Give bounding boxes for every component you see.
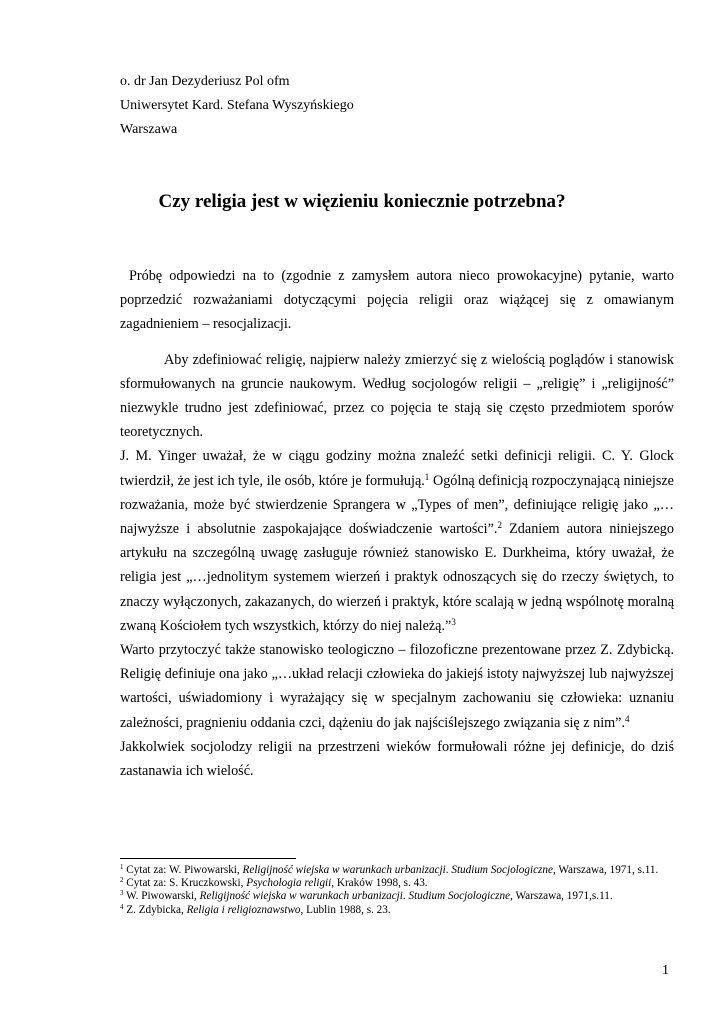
footnote-text: W. Piwowarski, (123, 890, 200, 903)
page-number: 1 (662, 963, 669, 978)
footnote-ref[interactable]: 4 (625, 713, 630, 724)
footnote-text: . (445, 864, 452, 876)
footnote (120, 864, 674, 877)
footnote-series: Studium Socjologiczne (408, 890, 511, 903)
text-segment: Zdaniem autora niniejszego artykułu na szczególną uwagę zasługuje również stanowisko E. Durkheima, który uważał, że religia jest „…jednolitym systemem wierzeń i praktyk odnoszących się do rzeczy świętych, to znaczy wyłączonych, zakazanych, do wierzeń i praktyk, które scalają w jedną wspólnotę moralną zwaną Kościołem tych wszystkich, którzy do niej należą.” (120, 521, 674, 634)
paragraph-theological (120, 638, 674, 735)
paragraph-definitions-list (120, 444, 674, 638)
footnote-text: , Kraków 1998, s. 43. (331, 877, 428, 890)
text-segment: J. M. Yinger uważał, że w ciągu godziny można znaleźć setki definicji religii. C. Y. Glock twierdził, że jest ich tyle, ile osób, które je formułują. (120, 448, 674, 489)
article-title: Czy religia jest w więzieniu koniecznie potrzebna? (158, 191, 566, 212)
footnote-divider (120, 858, 296, 859)
footnote-ref[interactable]: 1 (424, 471, 430, 482)
text-segment: Warto przytoczyć także stanowisko teologiczno – filozoficzne prezentowane przez Z. Zdybicką. Religię definiuje ona jako „…układ relacji człowieka do jakiejś istoty najwyższej lub najwyższej wartości, uświadomiony i wyrażający się w specjalnym zachowaniu się człowieka: uznaniu zależności, pragnieniu oddania czci, dążeniu do jak najściślejszego związania się z nim”. (120, 642, 674, 731)
footnote-text: . (402, 890, 409, 903)
footnote-title: Psychologia religii (246, 877, 332, 890)
author-name: o. dr Jan Dezyderiusz Pol ofm (120, 74, 290, 89)
author-city: Warszawa (120, 122, 178, 137)
footnote-number: 2 (120, 876, 124, 885)
footnote-text: , Warszawa, 1971,s.11. (510, 890, 613, 903)
author-institution: Uniwersytet Kard. Stefana Wyszyńskiego (120, 98, 354, 113)
footnote-ref[interactable]: 2 (497, 520, 502, 531)
footnote-text: , Lublin 1988, s. 23. (300, 903, 391, 916)
footnote-text: Cytat za: W. Piwowarski, (123, 864, 243, 876)
paragraph-intro: Próbę odpowiedzi na to (zgodnie z zamysłem autora nieco prowokacyjne) pytanie, warto poprzedzić rozważaniami dotyczącymi pojęcia religii oraz wiążącej się z omawianym zagadnieniem – resocjalizacji. (120, 268, 674, 333)
footnote-text: , Warszawa, 1971, s.11. (552, 864, 659, 876)
footnote-text: Cytat za: S. Kruczkowski, (123, 877, 247, 890)
footnote-title: Religijność wiejska w warunkach urbanizacji (242, 864, 446, 876)
footnote-text: Z. Zdybicka, (123, 903, 187, 916)
article-body (120, 264, 674, 783)
paragraph-conclusion: Jakkolwiek socjolodzy religii na przestrzeni wieków formułowali różne jej definicje, do dziś zastanawia ich wielość. (120, 738, 674, 780)
footnote (120, 877, 674, 890)
paragraph-definition: Aby zdefiniować religię, najpierw należy zmierzyć się z wielością poglądów i stanowisk sformułowanych na gruncie naukowym. Według socjologów religii – „religię” i „religijność” niezwykle trudno jest zdefiniować, przez co pojęcia te stają się często przedmiotem sporów teoretycznych. (120, 351, 674, 441)
footnote-title: Religia i religioznawstwo (186, 903, 301, 916)
footnote (120, 904, 674, 917)
footnote-number: 3 (120, 889, 124, 898)
footnote-number: 1 (120, 863, 124, 871)
footnote-series: Studium Socjologiczne (451, 864, 553, 876)
footnote (120, 890, 674, 903)
footnotes (120, 864, 674, 917)
author-block (120, 70, 674, 142)
footnote-number: 4 (120, 902, 124, 911)
footnote-title: Religijność wiejska w warunkach urbanizacji (199, 890, 403, 903)
footnote-ref[interactable]: 3 (451, 616, 456, 627)
text-segment: Ogólną definicją rozpoczynającą niniejsze rozważania, może być stwierdzenie Sprangera w „Types of men”, definiujące religię jako „…najwyższe i absolutnie zaspokajające doświadczenie wartości”. (120, 472, 674, 538)
